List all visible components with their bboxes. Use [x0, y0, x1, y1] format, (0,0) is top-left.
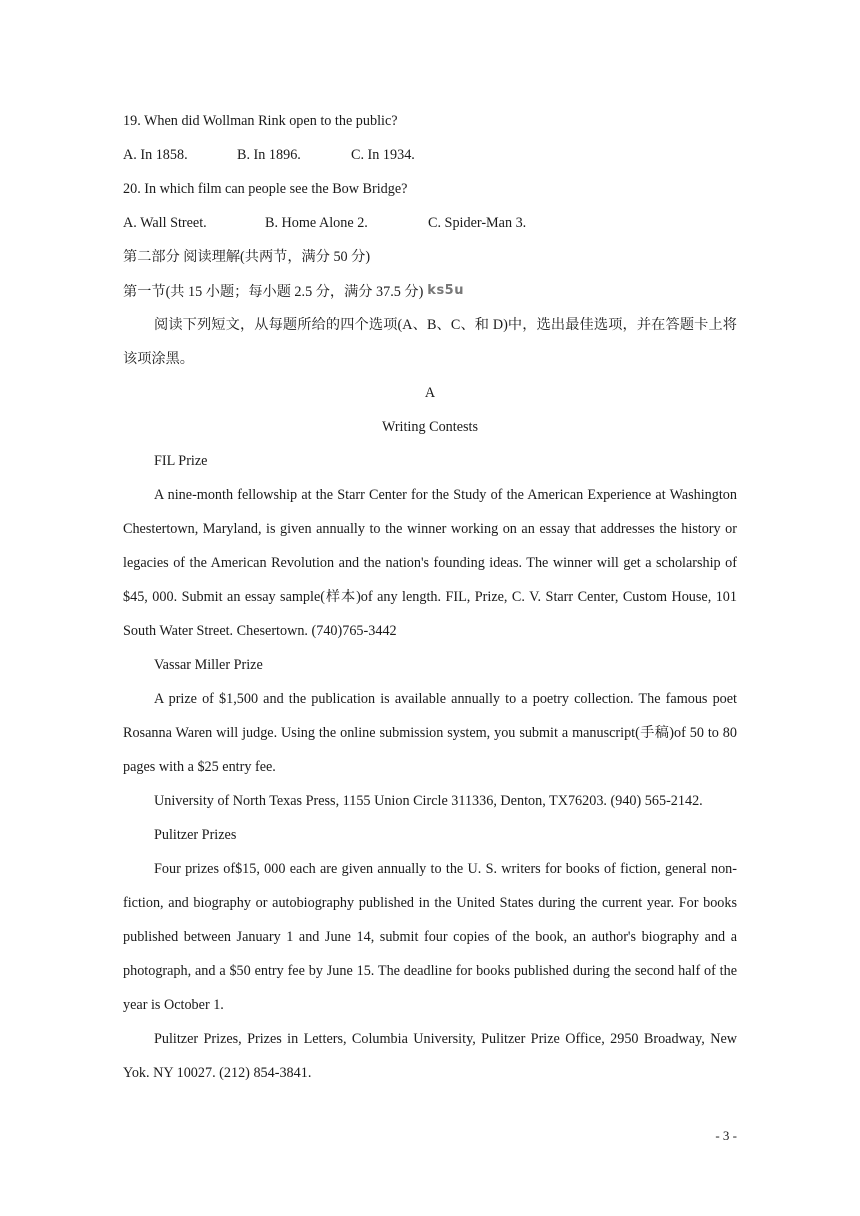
- section-heading-text: 第一节(共 15 小题；每小题 2.5 分，满分 37.5 分): [123, 284, 424, 300]
- passage-letter: A: [424, 385, 436, 401]
- option-a: A. Wall Street.: [123, 215, 207, 231]
- section-title-pulitzer: Pulitzer Prizes: [154, 827, 237, 843]
- section-title-vassar: Vassar Miller Prize: [154, 657, 263, 673]
- exam-page: [123, 104, 737, 1090]
- section-title-fil: FIL Prize: [154, 453, 208, 469]
- section-heading: [123, 274, 737, 308]
- part-heading: 第二部分 阅读理解(共两节，满分 50 分): [123, 249, 371, 265]
- option-a: A. In 1858.: [123, 147, 188, 163]
- watermark-logo: ks5u: [427, 283, 464, 298]
- option-c: C. In 1934.: [351, 147, 415, 163]
- question-20-options: [123, 206, 737, 240]
- question-19-stem: 19. When did Wollman Rink open to the public?: [123, 113, 398, 129]
- question-20-stem: 20. In which film can people see the Bow Bridge?: [123, 181, 408, 197]
- option-c: C. Spider-Man 3.: [428, 215, 527, 231]
- paragraph-pulitzer-address: Pulitzer Prizes, Prizes in Letters, Columbia University, Pulitzer Prize Office, 2950 Broadway, New Yok. NY 10027. (212) 854-3841.: [123, 1031, 737, 1081]
- paragraph-vassar-address: University of North Texas Press, 1155 Union Circle 311336, Denton, TX76203. (940) 565-2142.: [154, 793, 703, 809]
- option-b: B. Home Alone 2.: [265, 215, 368, 231]
- paragraph-pulitzer: Four prizes of$15, 000 each are given annually to the U. S. writers for books of fiction, general non-fiction, and biography or autobiography published in the United States during the current year. For books published between January 1 and June 14, submit four copies of the book, an author's biography and a photograph, and a $50 entry fee by June 15. The deadline for books published during the second half of the year is October 1.: [123, 861, 737, 1013]
- paragraph-vassar: A prize of $1,500 and the publication is available annually to a poetry collection. The famous poet Rosanna Waren will judge. Using the online submission system, you submit a manuscript(手稿)of 50 to 80 pages with a $25 entry fee.: [123, 691, 737, 775]
- page-number: - 3 -: [715, 1128, 737, 1143]
- passage-title: Writing Contests: [382, 419, 478, 435]
- instruction-text: 阅读下列短文，从每题所给的四个选项(A、B、C、和 D)中，选出最佳选项，并在答题卡上将该项涂黑。: [123, 317, 737, 367]
- option-b: B. In 1896.: [237, 147, 301, 163]
- question-19-options: [123, 138, 737, 172]
- paragraph-fil: A nine-month fellowship at the Starr Center for the Study of the American Experience at Washington Chestertown, Maryland, is given annually to the winner working on an essay that addresses the history or legacies of the American Revolution and the nation's founding ideas. The winner will get a scholarship of $45, 000. Submit an essay sample(样本)of any length. FIL, Prize, C. V. Starr Center, Custom House, 101 South Water Street. Chesertown. (740)765-3442: [123, 487, 737, 639]
